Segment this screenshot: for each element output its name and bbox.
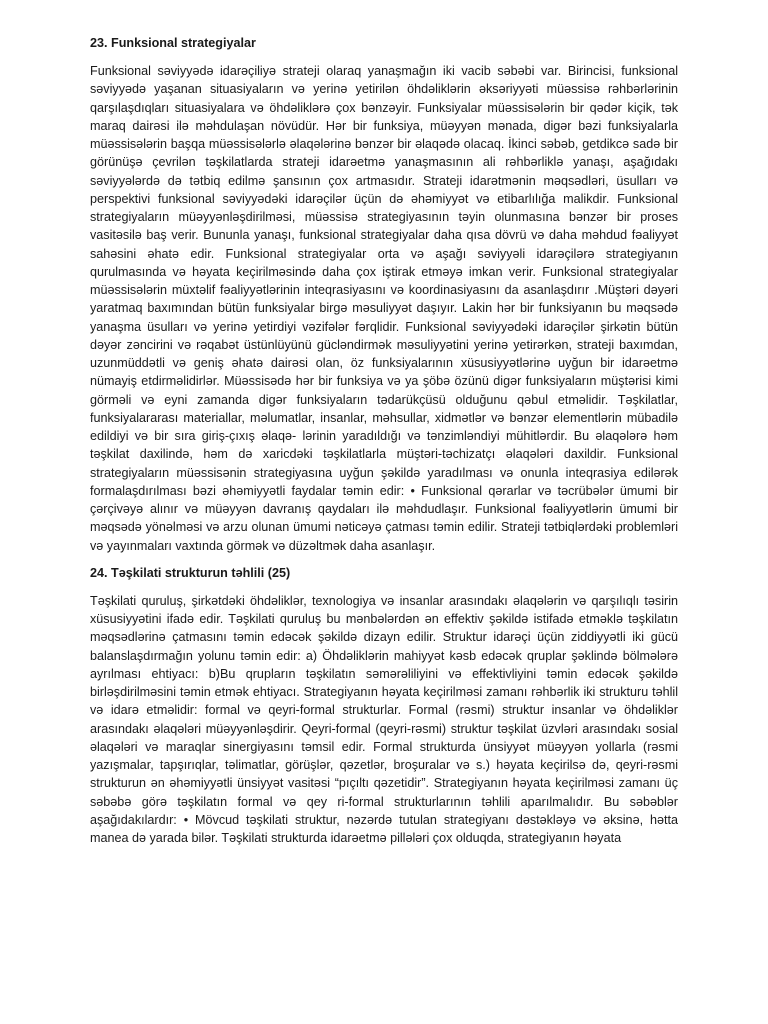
- section-heading-functional-strategies: 23. Funksional strategiyalar: [90, 36, 256, 50]
- section-body-organizational-structure: Təşkilati quruluş, şirkətdəki öhdəliklər, texnologiya və insanlar arasındakı əlaqələrin və qarşılıqlı təsirin xüsusiyyətini ifadə edir. Təşkilati quruluş bu mənbələrdən ən effektiv şəkildə istifadə etməklə təşkilatın məqsədlərinə çatmasını təmin edəcək şəkildə dizayn edilir. Struktur idarəçi üçün ziddiyyətli iki gücü balanslaşdırmağın yolunu təmin edir: a) Öhdəliklərin mahiyyət kəsb edəcək qruplar şəklində bölmələrə ayrılması ehtiyacı: b)Bu qrupların təşkilatın səmərəliliyini və effektivliyini təmin edəcək şəkildə birləşdirilməsini təmin etmək ehtiyacı. Strategiyanın həyata keçirilməsi zamanı rəhbərlik iki strukturu təhlil və idarə etməlidir: formal və qeyri-formal strukturlar. Formal (rəsmi) struktur insanlar və öhdəliklər arasındakı əlaqələri müəyyənləşdirir. Qeyri-formal (qeyri-rəsmi) struktur təşkilat üzvləri arasındakı sosial əlaqələri və maraqlar sinergiyasını təmsil edir. Formal strukturda ünsiyyət müəyyən yollarla (rəsmi yazışmalar, tapşırıqlar, təlimatlar, görüşlər, qəzetlər, broşuralar və s.) həyata keçirilsə də, qeyri-rəsmi strukturun ən əhəmiyyətli ünsiyyət vasitəsi “pıçıltı qəzetidir”. Strategiyanın həyata keçirilməsi zamanı üç səbəbə görə təşkilatın formal və qey ri-formal strukturlarının təhlili aparılmalıdır. Bu səbəblər aşağıdakılardır: • Mövcud təşkilati struktur, nəzərdə tutulan strategiyanı dəstəkləyə və əksinə, hətta manea də yarada bilər. Təşkilati strukturda idarəetmə pillələri çox olduqda, strategiyanın həyata: [90, 593, 678, 845]
- document-page: [90, 34, 678, 856]
- section-body-functional-strategies: Funksional səviyyədə idarəçiliyə strateji olaraq yanaşmağın iki vacib səbəbi var. Birincisi, funksional səviyyədə yaşanan situasiyaların və yerinə yetirilən öhdəliklərin əksəriyyəti müəssisə rəhbərlərinin qarşılaşdıqları situasiyalara və öhdəliklərə çox bənzəyir. Funksiyalar müəssisələrin bir qədər kiçik, tək maraq dairəsi ilə məhdulaşan növüdür. Hər bir funksiya, müəyyən mənada, digər bəzi funksiyalarla müəssisələrin başqa müəssisələrlə əlaqələrinə bənzər bir əlaqədə olacaq. İkinci səbəb, getdikcə sadə bir görünüşə çevrilən təşkilatlarda strateji idarəetmə yanaşmasının ali rəhbərliklə yanaşı, aşağıdakı səviyyələrdə də tətbiq edilmə şansının çox artmasıdır. Strateji idarətmənin məqsədləri, üsulları və perspektivi funksional səviyyədəki idarəçilər üçün də əhəmiyyət və etibarlılığa malikdir. Funksional strategiyaların müəyyənləşdirilməsi, müəssisə strategiyasının təyin olunmasına bənzər bir proses vasitəsilə baş verir. Bununla yanaşı, funksional strategiyalar daha qısa dövrü və daha məhdud fəaliyyət sahəsini əhatə edir. Funksional strategiyalar orta və aşağı səviyyəli idarəçilərə strategiyanın qurulmasında və həyata keçirilməsində daha çox iştirak etməyə imkan verir. Funksional strategiyalar müəssisələrin müxtəlif fəaliyyətlərinin inteqrasiyasını və koordinasiyasını da asanlaşdırır .Müştəri dəyəri yaratmaq baxımından bütün funksiyalar birgə məsuliyyət daşıyır. Lakin hər bir funksiyanın bu məqsədə yanaşma üsulları və yerinə yetirdiyi vəzifələr fərqlidir. Funksional səviyyədəki idarəçilər şirkətin bütün dəyər zəncirini və rəqabət üstünlüyünü gücləndirmək məsuliyyətini yerinə yetirərkən, strateji baxımdan, uzunmüddətli və geniş əhatə dairəsi olan, öz funksiyalarının xüsusiyyətlərinə uyğun bir idarəetmə nümayiş etdirməlidirlər. Müəssisədə hər bir funksiya və ya şöbə özünü digər funksiyaların müştərisi kimi görməli və eyni zamanda digər funksiyaların tədarükçüsü olduğunu qəbul etməlidir. Təşkilatlar, funksiyalararası materiallar, məlumatlar, insanlar, məhsullar, xidmətlər və bənzər elementlərin mübadilə edildiyi və bir sıra giriş-çıxış əlaqə- lərinin yaradıldığı və tənzimləndiyi mühitlərdir. Bu əlaqələrə həm təşkilat daxilində, həm də xaricdəki təşkilatlarla müştəri-təchizatçı əlaqələri daxildir. Funksional strategiyaların müəssisənin strategiyasına uyğun şəkildə yaradılması və onunla inteqrasiya edilərək formalaşdırılması bəzi əhəmiyyətli faydalar təmin edir: • Funksional qərarlar və təcrübələr ümumi bir çərçivəyə alınır və müəyyən davranış qaydaları ilə məhdudlaşır. Funksional fəaliyyətlərin ümumi bir məqsədə yönəlməsi və arzu olunan ümumi nəticəyə çatması təmin edilir. Strateji tətbiqlərdəki problemləri və yayınmaları vaxtında görmək və düzəltmək daha asanlaşır.: [90, 64, 678, 553]
- section-heading-organizational-structure: 24. Təşkilati strukturun təhlili (25): [90, 565, 291, 580]
